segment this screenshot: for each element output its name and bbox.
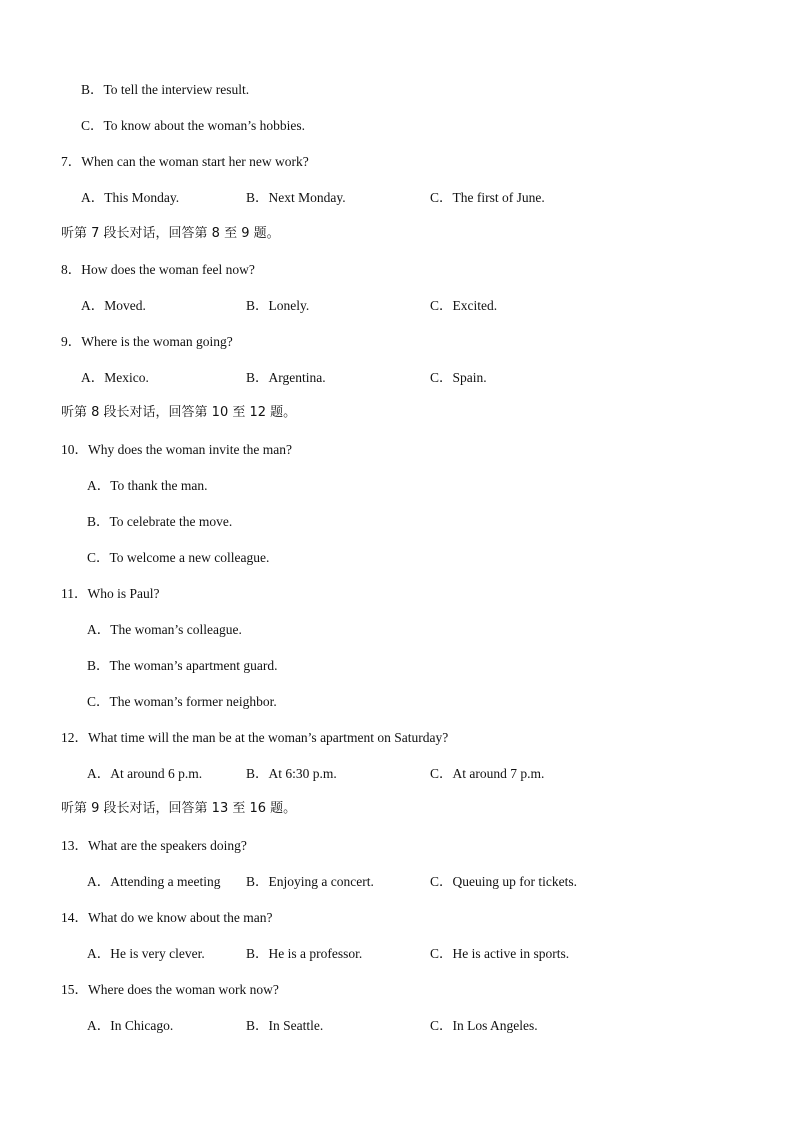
q8-option-b: B．Lonely. xyxy=(246,298,310,313)
q13-option-b: B．Enjoying a concert. xyxy=(246,874,374,889)
q11-option-b: B．The woman’s apartment guard. xyxy=(87,658,278,673)
section-9-instruction: 听第 9 段长对话，回答第 13 至 16 题。 xyxy=(61,801,297,816)
q10-option-c: C．To welcome a new colleague. xyxy=(87,550,270,565)
q11-question: 11．Who is Paul? xyxy=(61,586,160,601)
q10-option-b: B．To celebrate the move. xyxy=(87,514,233,529)
q10-option-a: A．To thank the man. xyxy=(87,478,208,493)
q15-option-c: C．In Los Angeles. xyxy=(430,1018,538,1033)
q7-option-b: B．Next Monday. xyxy=(246,190,346,205)
q12-option-a: A．At around 6 p.m. xyxy=(87,766,203,781)
q12-option-b: B．At 6:30 p.m. xyxy=(246,766,337,781)
q12-option-c: C．At around 7 p.m. xyxy=(430,766,545,781)
q9-question: 9．Where is the woman going? xyxy=(61,334,233,349)
q6-option-b: B．To tell the interview result. xyxy=(81,82,250,97)
q8-question: 8．How does the woman feel now? xyxy=(61,262,255,277)
q9-option-a: A．Mexico. xyxy=(81,370,149,385)
section-8-instruction: 听第 8 段长对话，回答第 10 至 12 题。 xyxy=(61,405,297,420)
q14-option-b: B．He is a professor. xyxy=(246,946,363,961)
q11-option-c: C．The woman’s former neighbor. xyxy=(87,694,277,709)
q7-option-a: A．This Monday. xyxy=(81,190,180,205)
q12-question: 12．What time will the man be at the woman’s apartment on Saturday? xyxy=(61,730,449,745)
section-7-instruction: 听第 7 段长对话，回答第 8 至 9 题。 xyxy=(61,226,280,241)
q14-option-c: C．He is active in sports. xyxy=(430,946,570,961)
q11-option-a: A．The woman’s colleague. xyxy=(87,622,242,637)
q10-question: 10．Why does the woman invite the man? xyxy=(61,442,292,457)
q8-option-c: C．Excited. xyxy=(430,298,498,313)
q13-option-a: A．Attending a meeting xyxy=(87,874,221,889)
q13-question: 13．What are the speakers doing? xyxy=(61,838,247,853)
q15-question: 15．Where does the woman work now? xyxy=(61,982,279,997)
q9-option-b: B．Argentina. xyxy=(246,370,326,385)
q8-option-a: A．Moved. xyxy=(81,298,146,313)
q15-option-b: B．In Seattle. xyxy=(246,1018,324,1033)
q14-option-a: A．He is very clever. xyxy=(87,946,205,961)
q7-option-c: C．The first of June. xyxy=(430,190,545,205)
q13-option-c: C．Queuing up for tickets. xyxy=(430,874,577,889)
q6-option-c: C．To know about the woman’s hobbies. xyxy=(81,118,306,133)
q14-question: 14．What do we know about the man? xyxy=(61,910,273,925)
q9-option-c: C．Spain. xyxy=(430,370,487,385)
q7-question: 7．When can the woman start her new work? xyxy=(61,154,309,169)
q15-option-a: A．In Chicago. xyxy=(87,1018,174,1033)
